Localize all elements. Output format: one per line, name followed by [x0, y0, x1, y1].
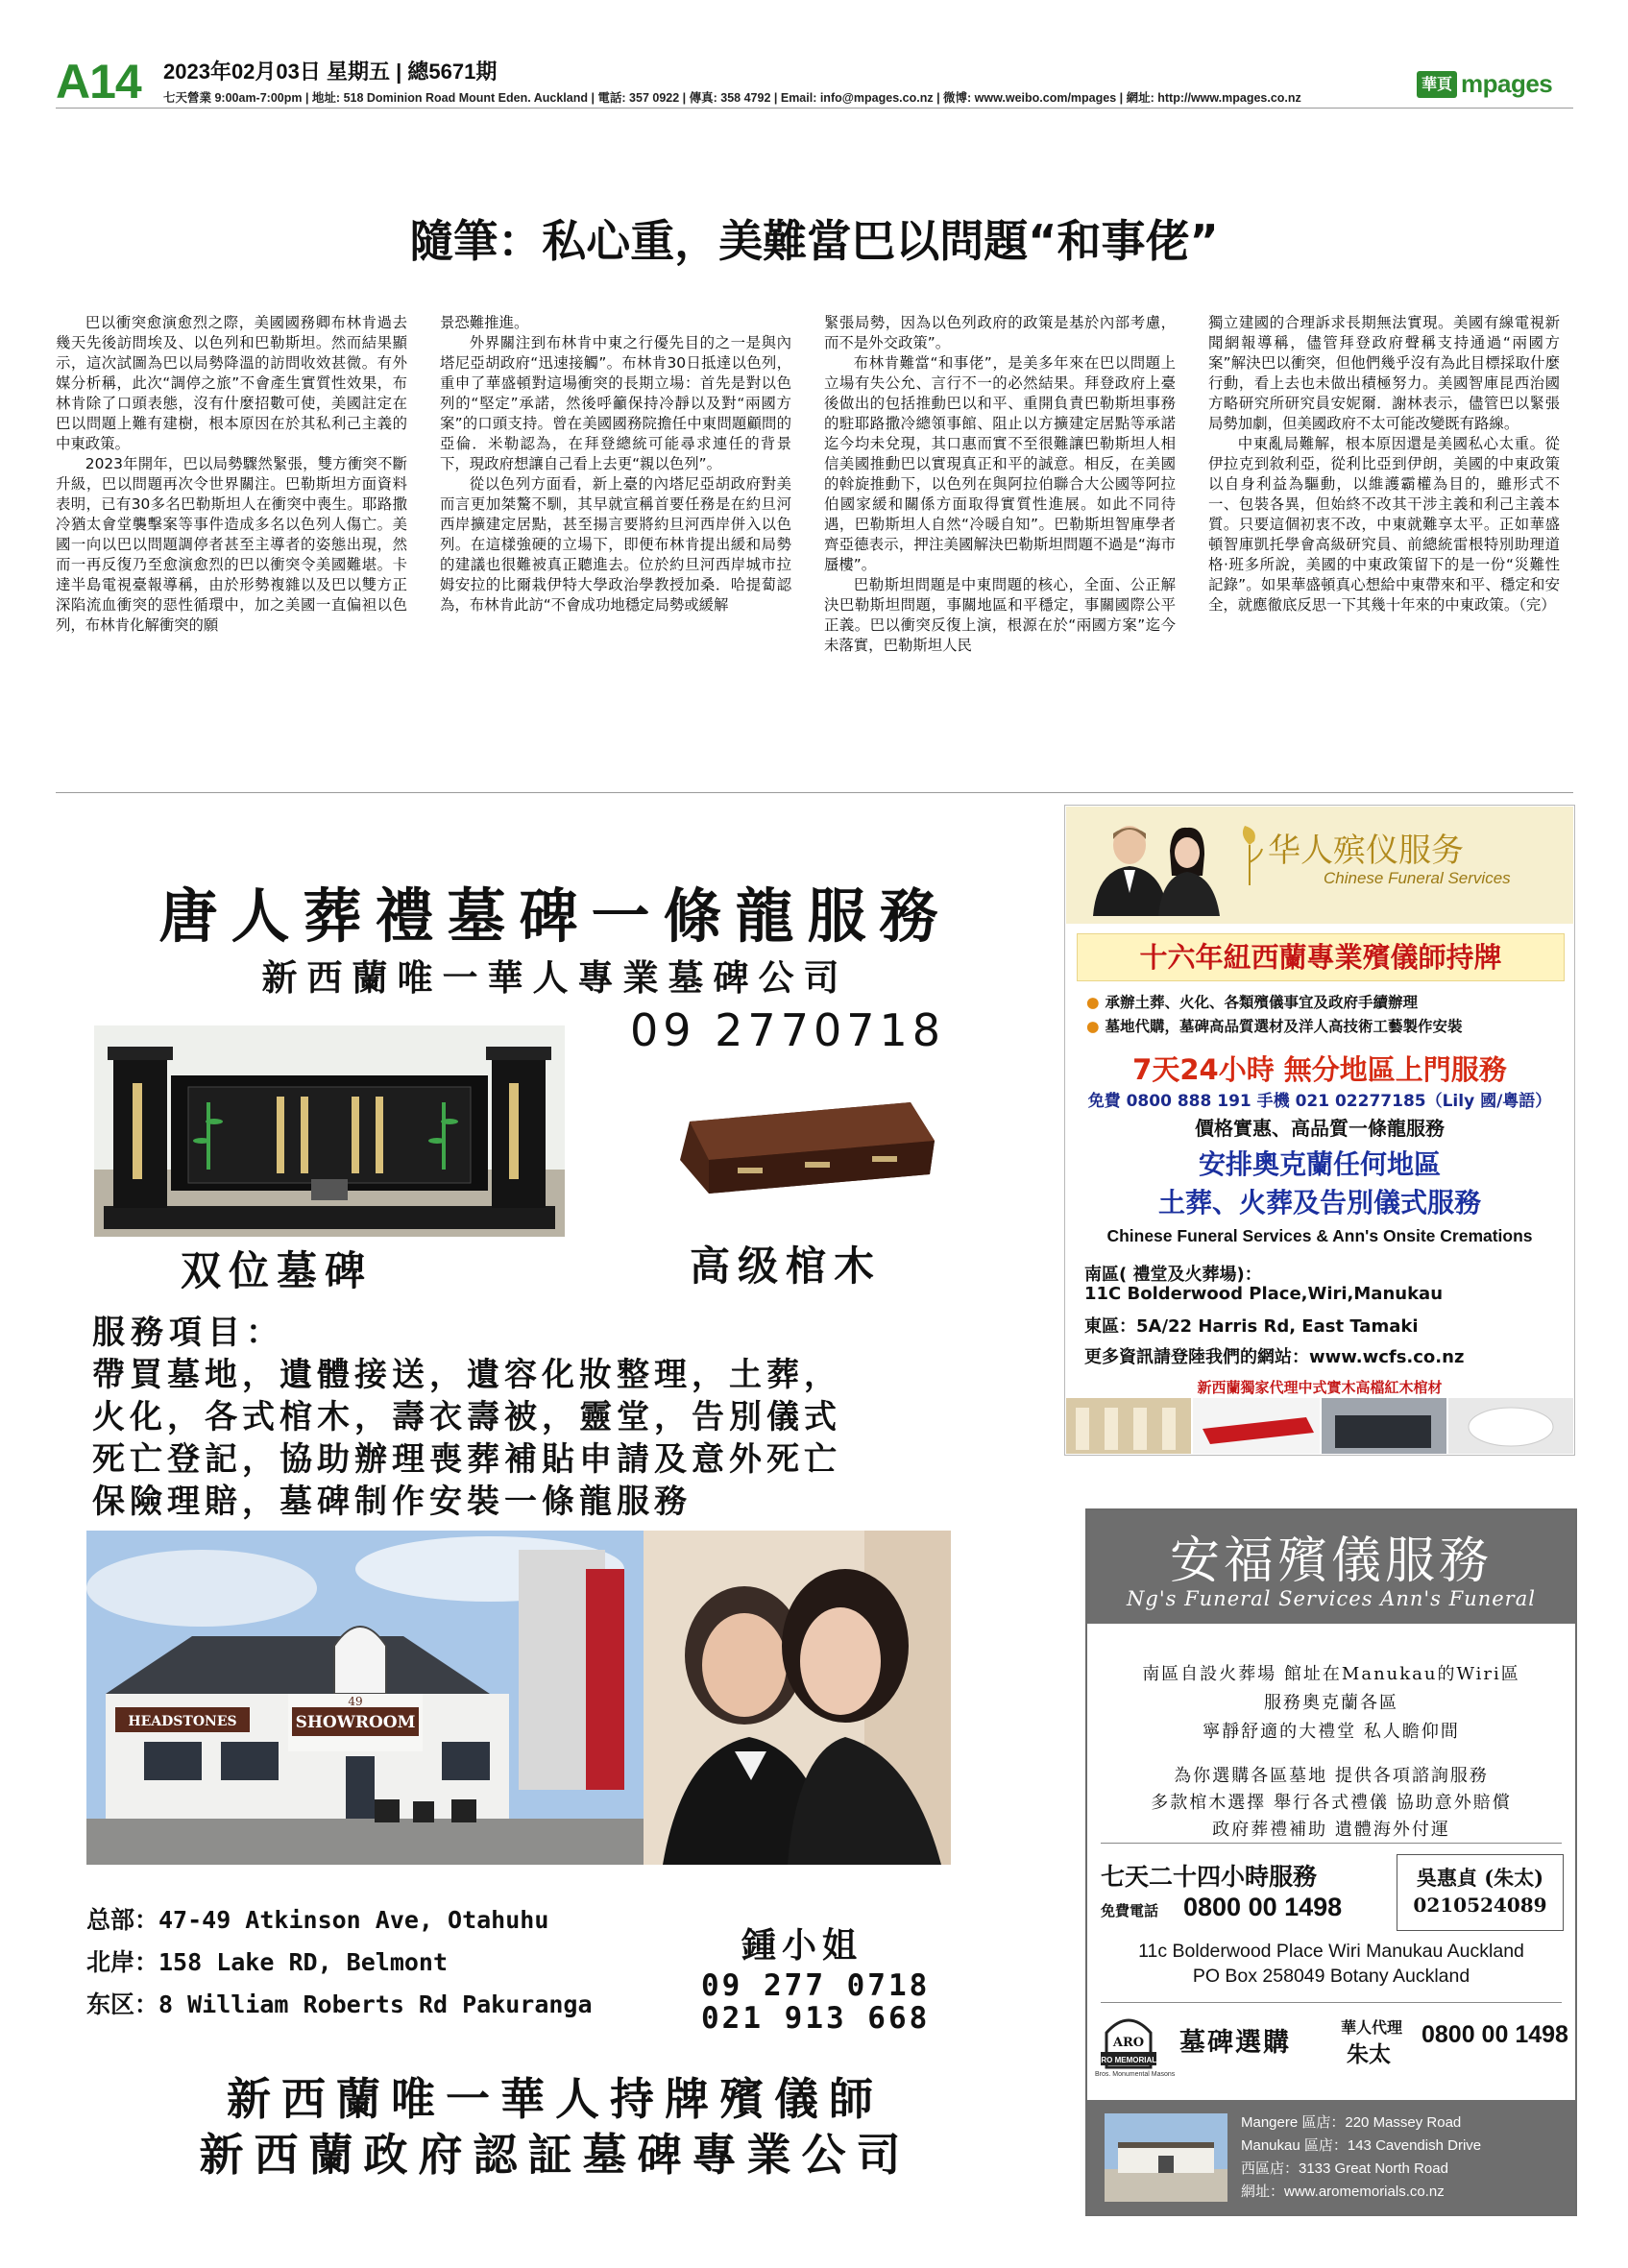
ad-title: 安福殯儀服務	[1169, 1532, 1493, 1590]
service-line: 寧靜舒適的大禮堂 私人瞻仰間	[1203, 1722, 1460, 1742]
bullet-icon: ●	[1086, 994, 1100, 1011]
south-chapel-label: 南區( 禮堂及火葬場)：	[1084, 1265, 1262, 1285]
calla-lily-icon	[1235, 824, 1264, 885]
price-line: 價格實惠、高品質一條龍服務	[1195, 1117, 1445, 1140]
paragraph: 巴勒斯坦問題是中東問題的核心，全面、公正解決巴勒斯坦問題，事關地區和平穩定，事關國際公平正義。巴以衝突反復上演，根源在於“兩國方案”迄今未落實，巴勒斯坦人民	[824, 576, 1176, 654]
ad-title-english: Ng's Funeral Services Ann's Funeral	[1127, 1587, 1536, 1610]
caption-casket: 高级棺木	[690, 1243, 883, 1290]
casket-image	[670, 1083, 939, 1208]
aro-showroom-photo	[1105, 2113, 1227, 2202]
free-call-label: 免費電話	[1101, 1902, 1159, 1919]
funeral-directors-photo	[1083, 816, 1227, 916]
chapel-and-casket-photos	[1066, 1398, 1573, 1454]
location-west: 西區店：3133 Great North Road	[1241, 2160, 1448, 2177]
paragraph: 獨立建國的合理訴求長期無法實現。美國有線電視新聞網報導稱，儘管拜登政府聲稱支持通過“兩國方案”解決巴以衝突，但他們幾乎沒有為此目標採取什麼行動，看上去也未做出積極努力。美國智庫昆西治國方略研究所研究員安妮爾．謝林表示，儘管巴以緊張局勢加劇，但美國政府不太可能改變既有路線。	[1208, 314, 1560, 432]
contact-info-line: 七天營業 9:00am-7:00pm | 地址: 518 Dominion Road Mount Eden. Auckland | 電話: 357 0922 | 傳真: 358 4792 | Email: info@mpages.co.nz | 微博: www.weibo.com/mpages | 網址: http://www.mpages.co.nz	[163, 91, 1301, 105]
aro-memorials-logo	[1095, 2014, 1162, 2069]
paragraph: 中東亂局難解，根本原因還是美國私心太重。從伊拉克到敘利亞，從利比亞到伊朗，美國的中東政策以自身利益為驅動，以維護霸權為目的，雖形式不一、包裝各異，但始終不改其干涉主義和利己主義本質。只要這個初衷不改，中東就難享太平。正如華盛頓智庫凱托學會高級研究員、前總統雷根特別助理道格·班多所說，美國的中東政策留下的是一份“災難性記錄”。如果華盛頓真心想給中東帶來和平、穩定和安全，就應徹底反思一下其幾十年來的中東政策。（完）	[1208, 435, 1560, 614]
issue-date: 2023年02月03日 星期五 | 總5671期	[163, 60, 498, 84]
free-call-number[interactable]: 0800 00 1498	[1183, 1893, 1343, 1921]
showroom-sign: SHOWROOM	[295, 1713, 416, 1732]
brand-chinese-name: 华人殡仪服务	[1268, 832, 1464, 870]
south-address: 11C Bolderwood Place,Wiri,Manukau	[1084, 1284, 1444, 1304]
showroom-number: 49	[348, 1695, 363, 1708]
article-column-1	[56, 313, 407, 636]
hours-line: 7天24小時 無分地區上門服務	[1132, 1053, 1507, 1086]
double-headstone-image	[94, 1025, 565, 1237]
website-line[interactable]: 更多資訊請登陸我們的網站：www.wcfs.co.nz	[1084, 1347, 1465, 1367]
ngs-funeral-services-ad[interactable]	[1085, 1508, 1577, 2216]
exclusive-agent-line: 新西蘭獨家代理中式實木高檔紅木棺材	[1197, 1379, 1443, 1396]
ad-header	[1087, 1510, 1575, 1624]
service-line: 火化，各式棺木，壽衣壽被，靈堂，告別儀式	[92, 1398, 841, 1436]
agent-label: 華人代理	[1341, 2018, 1403, 2037]
location-mangere: Mangere 區店：220 Massey Road	[1241, 2114, 1462, 2131]
burial-services-line: 土葬、火葬及告別儀式服務	[1157, 1187, 1481, 1218]
po-box: PO Box 258049 Botany Auckland	[1192, 1966, 1470, 1987]
address-north-shore: 北岸：158 Lake RD, Belmont	[86, 1948, 449, 1976]
service-line: 為你選購各區墓地 提供各項諮詢服務	[1174, 1766, 1489, 1786]
street-address: 11c Bolderwood Place Wiri Manukau Auckland	[1138, 1941, 1524, 1962]
website-line[interactable]: 網址：www.aromemorials.co.nz	[1241, 2184, 1445, 2200]
contact-phone[interactable]: 09 277 0718	[701, 1968, 931, 2003]
area-line: 安排奧克蘭任何地區	[1198, 1148, 1441, 1180]
agent-number[interactable]: 0800 00 1498	[1421, 2021, 1568, 2048]
contact-name: 鍾小姐	[741, 1925, 863, 1966]
service-line: 死亡登記，協助辦理喪葬補貼申請及意外死亡	[92, 1440, 841, 1479]
contact-name: 吳惠貞 (朱太)	[1416, 1866, 1544, 1890]
paragraph: 巴以衝突愈演愈烈之際，美國國務卿布林肯過去幾天先後訪問埃及、以色列和巴勒斯坦。然而結果顯示，這次試圖為巴以局勢降溫的訪問收效甚微。有外媒分析稱，此次“調停之旅”不會產生實質性效果，布林肯除了口頭表態，沒有什麼招數可使，美國註定在巴以問題上難有建樹，根本原因在於其私利己主義的中東政策。	[56, 314, 407, 452]
article-column-3	[824, 313, 1176, 656]
paragraph: 布林肯難當“和事佬”，是美多年來在巴以問題上立場有失公允、言行不一的必然結果。拜登政府上臺後做出的包括推動巴以和平、重開負責巴勒斯坦事務的駐耶路撒冷總領事館、阻止以方擴建定居點等承諾迄今均未兌現，其口惠而實不至很難讓巴勒斯坦人相信美國推動巴以實現真正和平的誠意。相反，在美國的斡旋推動下，以色列在與阿拉伯聯合大公國等阿拉伯國家緩和關係方面取得實質性進展。如此不同待遇，巴勒斯坦人自然“冷暖自知”。巴勒斯坦智庫學者齊亞德表示，押注美國解決巴勒斯坦問題不過是“海市蜃樓”。	[824, 354, 1176, 573]
hours-line: 七天二十四小時服務	[1101, 1863, 1318, 1891]
ad-phone[interactable]: 09 2770718	[630, 1004, 946, 1056]
svg-text:ARO: ARO	[1112, 2036, 1145, 2050]
brand-english-name: Chinese Funeral Services	[1324, 869, 1511, 887]
service-line: 帶買墓地，遺體接送，遺容化妝整理，土葬，	[92, 1356, 841, 1394]
logo-text: mpages	[1461, 69, 1553, 98]
page-number: A14	[56, 55, 141, 109]
chinese-funeral-services-ad[interactable]	[1064, 805, 1575, 1456]
section-divider	[56, 792, 1573, 793]
paragraph: 外界關注到布林肯中東之行優先目的之一是與內塔尼亞胡政府“迅速接觸”。布林肯30日抵達以色列，重申了華盛頓對這場衝突的長期立場：首先是對以色列的“堅定”承諾，然後呼籲保持冷靜以及對“兩國方案”的口頭支持。曾在美國國務院擔任中東問題顧問的亞倫．米勒認為，在拜登總統可能尋求連任的背景下，現政府想讓自己看上去更“親以色列”。	[440, 334, 791, 472]
staff-portrait-photo	[644, 1531, 951, 1865]
aro-small-text: Bros. Monumental Masons	[1095, 2071, 1176, 2078]
english-services-line: Chinese Funeral Services & Ann's Onsite Cremations	[1106, 1226, 1533, 1245]
service-line: 多款棺木選擇 舉行各式禮儀 協助意外賠償	[1151, 1793, 1512, 1813]
bullet-icon: ●	[1086, 1018, 1100, 1035]
east-address: 東區：5A/22 Harris Rd, East Tamaki	[1084, 1316, 1419, 1337]
location-manukau: Manukau 區店：143 Cavendish Drive	[1241, 2137, 1482, 2154]
caption-double-headstone: 双位墓碑	[181, 1247, 374, 1294]
article-column-2	[440, 313, 791, 615]
paragraph: 從以色列方面看，新上臺的內塔尼亞胡政府對美而言更加桀驁不馴，其早就宣稱首要任務是在約旦河西岸擴建定居點，甚至揚言要將約旦河西岸併入以色列。在這樣強硬的立場下，即便布林肯提出緩和局勢的建議也很難被真正聽進去。位於約旦河西岸城市拉姆安拉的比爾栽伊特大學政治學教授加桑．哈提蔔認為，布林肯此訪“不會成功地穩定局勢或緩解	[440, 475, 791, 614]
divider	[1101, 2002, 1562, 2003]
divider	[1101, 1843, 1562, 1844]
ad-header	[1066, 807, 1573, 924]
address-east: 东区：8 William Roberts Rd Pakuranga	[86, 1991, 593, 2018]
service-bullet: ● 墓地代購，墓碑高品質選材及洋人高技術工藝製作安裝	[1086, 1018, 1463, 1035]
showroom-building-photo	[86, 1531, 648, 1865]
ad-subtitle: 新西蘭唯一華人專業墓碑公司	[261, 956, 849, 999]
slogan-line: 新西蘭唯一華人持牌殯儀師	[227, 2073, 884, 2125]
licensed-band: 十六年紐西蘭專業殯儀師持牌	[1077, 933, 1565, 981]
contact-mobile[interactable]: 0210524089	[1413, 1894, 1547, 1917]
service-line: 保險理賠，墓碑制作安裝一條龍服務	[92, 1483, 692, 1521]
ad-title: 唐人葬禮墓碑一條龍服務	[158, 882, 952, 951]
service-heading: 服務項目：	[92, 1314, 284, 1352]
slogan-line: 新西蘭政府認証墓碑專業公司	[199, 2129, 911, 2181]
mpages-logo[interactable]	[1417, 69, 1563, 102]
memorial-label: 墓碑選購	[1179, 2028, 1291, 2058]
paragraph: 緊張局勢，因為以色列政府的政策是基於內部考慮，而不是外交政策”。	[824, 314, 1176, 351]
service-line: 服務奧克蘭各區	[1264, 1693, 1398, 1713]
free-call-line[interactable]: 免費 0800 888 191 手機 021 02277185（Lily 國/粵語）	[1087, 1092, 1552, 1111]
headstones-sign: HEADSTONES	[128, 1714, 237, 1729]
paragraph: 景恐難推進。	[440, 314, 529, 331]
service-line: 政府葬禮補助 遺體海外付運	[1212, 1820, 1450, 1840]
ad-footer	[1087, 2100, 1575, 2214]
contact-box	[1397, 1854, 1564, 1931]
address-head-office: 总部：47-49 Atkinson Ave, Otahuhu	[86, 1906, 549, 1934]
aro-logo-text: ARO MEMORIALS	[1095, 2056, 1162, 2064]
agent-name: 朱太	[1347, 2041, 1391, 2067]
article-title: 隨筆：私心重，美難當巴以問題“和事佬”	[409, 215, 1219, 267]
logo-mark: 華頁	[1417, 71, 1457, 98]
service-line: 南區自設火葬場 館址在Manukau的Wiri區	[1142, 1664, 1520, 1684]
headstone-advertisement[interactable]	[56, 805, 1055, 2212]
article-column-4	[1208, 313, 1560, 615]
header-divider	[56, 108, 1573, 109]
service-bullet: ● 承辦土葬、火化、各類殯儀事宜及政府手續辦理	[1086, 994, 1419, 1011]
paragraph: 2023年開年，巴以局勢驟然緊張，雙方衝突不斷升級，巴以問題再次令世界關注。巴勒斯坦方面資料表明，已有30多名巴勒斯坦人在衝突中喪生。耶路撒冷猶太會堂襲擊案等事件造成多名以色列人傷亡。美國一向以巴以問題調停者甚至主導者的姿態出現，然而一再反復乃至愈演愈烈的巴以衝突令美國難堪。卡達半島電視臺報導稱，由於形勢複雜以及巴以雙方正深陷流血衝突的惡性循環中，加之美國一直偏袒以色列，布林肯化解衝突的願	[56, 455, 407, 634]
contact-mobile[interactable]: 021 913 668	[701, 2001, 931, 2036]
